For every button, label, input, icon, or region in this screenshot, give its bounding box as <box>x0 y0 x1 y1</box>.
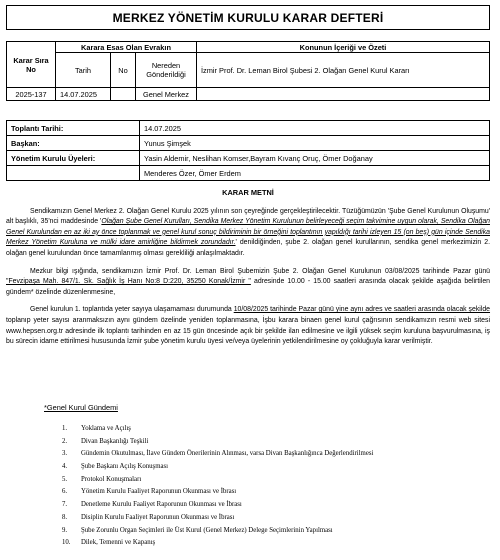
p3-text-c: toplanıp yeter sayısı aranmaksızın aynı gündem özelinde yeniden toplanmasına, İşbu karara binaen genel kurul çağrısının sendikamızın resmi web sitesi www.hepsen.org.tr adresinde ilk toplantı tarihinden en az 15 gün öncesinde açık bir şekilde ilan edilmesine ve ilgili yüksek seçim kuruluna başvurulmasına, iş bu sürecin idame ettirilmesi hususunda İzmir şube yönetim kurulu üyesi ve/veya üyelerinin yetkilendirilmesine oy çokluğuyla karar verilmiştir. <box>6 316 490 346</box>
p3-second-date: 10/08/2025 tarihinde Pazar günü yine aynı adres ve saatleri arasında olacak şekilde <box>233 306 491 314</box>
item-number: 3. <box>62 450 68 458</box>
gundem-item <box>62 512 373 525</box>
toplanti-tarihi-value: 14.07.2025 <box>140 121 490 136</box>
item-text: Divan Başkanlığı Teşkili <box>81 437 149 445</box>
subject-summary: İzmir Prof. Dr. Leman Birol Şubesi 2. Olağan Genel Kurul Kararı <box>197 53 490 88</box>
tarih-value: 14.07.2025 <box>56 88 111 101</box>
item-number: 1. <box>62 425 68 432</box>
item-number: 7. <box>62 501 68 509</box>
gundem-item <box>62 525 373 538</box>
gundem-item <box>62 448 373 461</box>
item-text: Dilek, Temenni ve Kapanış <box>81 539 156 547</box>
no-value <box>111 88 136 101</box>
gundem-item <box>62 423 373 436</box>
uyeler-value-1: Yasin Aldemir, Neslihan Komser,Bayram Kıvanç Oruç, Ömer Doğanay <box>140 151 490 166</box>
item-number: 9. <box>62 526 68 534</box>
p3-text-a: Genel kurulun 1. toplantıda yeter sayıya ulaşamaması durumunda <box>30 306 234 314</box>
nereden-header: Nereden Gönderildiği <box>136 53 197 88</box>
item-number: 2. <box>62 437 68 445</box>
karar-sira-no-header: Karar Sıra No <box>7 42 56 88</box>
nereden-value: Genel Merkez <box>136 88 197 101</box>
gundem-item <box>62 537 373 550</box>
item-text: Şube Başkanı Açılış Konuşması <box>81 463 169 471</box>
gundem-title: *Genel Kurul Gündemi <box>44 403 118 412</box>
uyeler-label-continued <box>7 166 140 181</box>
item-text: Yönetim Kurulu Faaliyet Raporunun Okunması ve İbrası <box>81 488 237 496</box>
paragraph-2 <box>6 267 490 299</box>
source-document-header: Karara Esas Olan Evrakın <box>56 42 197 53</box>
paragraph-3 <box>6 305 490 347</box>
tarih-header: Tarih <box>56 53 111 88</box>
p1-text-a: Sendikamızın Genel Merkez 2. Olağan Genel Kurulu 2025 yılının son çeyreğinde gerçekleştirilecektir. Tüzüğümüzün 'Şube Genel Kurulunun Oluşumu' alt başlıklı, 35'nci maddesinde ' <box>6 207 490 226</box>
meeting-info-table <box>6 120 490 181</box>
subject-empty-cell <box>197 88 490 101</box>
item-text: Disiplin Kurulu Faaliyet Raporunun Okunması ve İbrası <box>81 513 235 521</box>
item-number: 4. <box>62 463 68 471</box>
gundem-item <box>62 436 373 449</box>
item-text: Gündemin Okutulması, İlave Gündem Önerilerinin Alınması, varsa Divan Başkanlığınca Değerlendirilmesi <box>81 450 374 458</box>
p1-text-c: ' denildiğinden, şube 2. olağan genel kurullarının, sendika genel merkezimizin 2. olağan genel kurulundan önce tamamlanmış olması gerekliliği anlaşılmaktadır. <box>6 239 490 257</box>
karar-no-value: 2025-137 <box>7 88 56 101</box>
uyeler-label: Yönetim Kurulu Üyeleri: <box>7 151 140 166</box>
baskan-value: Yunus Şimşek <box>140 136 490 151</box>
item-number: 10. <box>62 539 71 547</box>
p1-quote: Olağan Şube Genel Kurulları, Sendika Merkez Yönetim Kurulunun belirleyeceği seçim takvimine uygun olarak, Sendika Olağan Genel Kurulundan en az iki ay önce toplanmak ve genel kurul sonuç bildiriminin bir örneğini toplantının yapıldığı tarihi izleyen 15 (on beş) gün içinde Sendika Merkez Yönetim Kuruluna ve mülki idare amirliğine bildirmek zorundadır. <box>6 218 490 247</box>
item-text: Yoklama ve Açılış <box>81 425 131 432</box>
subject-header: Konunun İçeriği ve Özeti <box>197 42 490 53</box>
gundem-item <box>62 486 373 499</box>
item-number: 8. <box>62 513 68 521</box>
p2-text-a: Mezkur bilgi ışığında, sendikamızın İzmir Prof. Dr. Leman Birol Şubemizin Şube 2. Olağan Genel Kurulunun 03/08/2025 tarihinde Pazar günü <box>30 267 490 275</box>
item-text: Protokol Konuşmaları <box>81 475 142 483</box>
toplanti-tarihi-label: Toplantı Tarihi: <box>7 121 140 136</box>
gundem-list <box>62 423 373 550</box>
no-header: No <box>111 53 136 88</box>
p2-text-c: adresinde 10.00 - 15.00 saatleri arasında olacak şekilde aşağıda belirtilen gündem* özelinde düzenlenmesine, <box>6 278 490 296</box>
gundem-item <box>62 474 373 487</box>
item-number: 5. <box>62 475 68 483</box>
gundem-item <box>62 461 373 474</box>
decision-register-table <box>6 41 490 101</box>
document-title: MERKEZ YÖNETİM KURULU KARAR DEFTERİ <box>6 5 490 30</box>
item-text: Denetleme Kurulu Faaliyet Raporunun Okunması ve İbrası <box>81 501 242 509</box>
karar-metni-title: KARAR METNİ <box>222 188 274 197</box>
p2-address: "Fevzipaşa Mah. 847/1. Sk. Sağlık İş Hanı No:8 D:220, 35250 Konak/İzmir " <box>6 278 251 286</box>
item-text: Şube Zorunlu Organ Seçimleri ile Üst Kurul (Genel Merkez) Delege Seçimlerinin Yapılması <box>81 526 333 534</box>
baskan-label: Başkan: <box>7 136 140 151</box>
uyeler-value-2: Menderes Özer, Ömer Erdem <box>140 166 490 181</box>
paragraph-1 <box>6 207 490 260</box>
item-number: 6. <box>62 488 68 496</box>
gundem-item <box>62 499 373 512</box>
karar-metni-section <box>6 188 490 355</box>
